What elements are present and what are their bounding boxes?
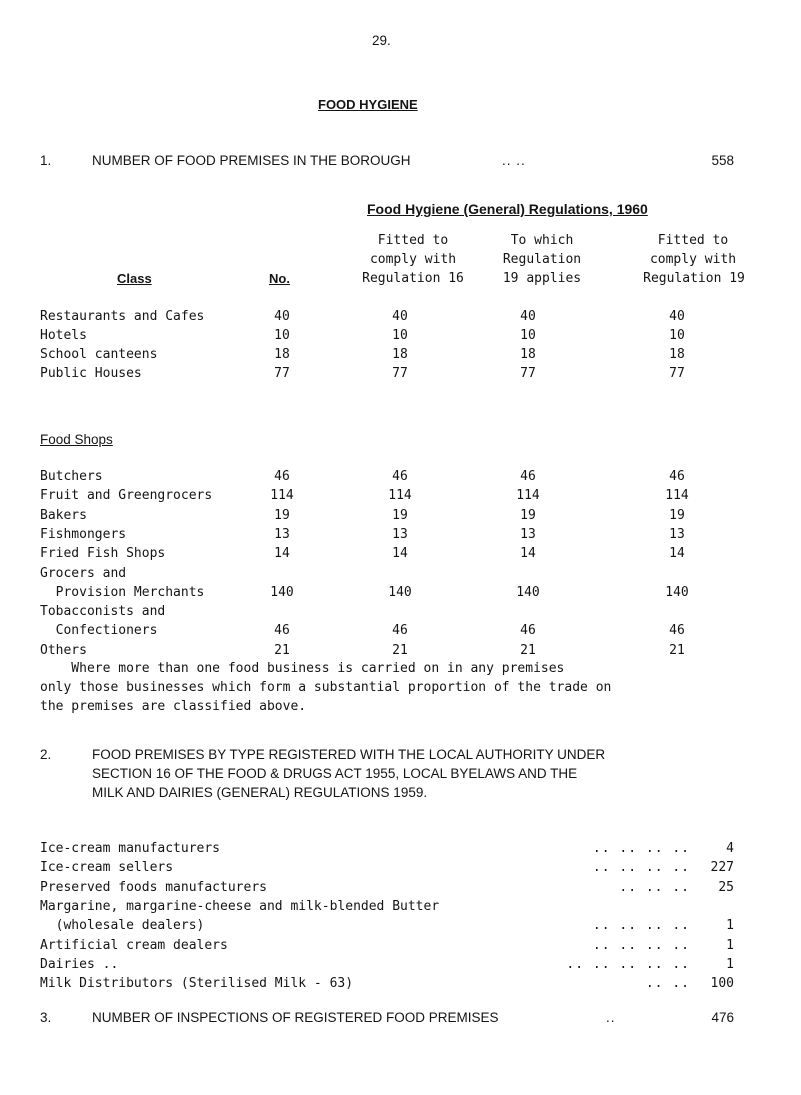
row-label: Tobacconists and (40, 604, 166, 620)
list-item (0, 918, 801, 938)
registered-label: Preserved foods manufacturers (40, 879, 267, 895)
row-reg19-applies: 13 (520, 526, 536, 542)
section3-number: 3. (40, 1010, 52, 1025)
table-row (0, 623, 801, 643)
registered-label: Dairies .. (40, 956, 119, 972)
list-item (0, 938, 801, 958)
table-row (0, 566, 801, 586)
row-reg19-applies: 10 (520, 328, 536, 343)
row-no: 40 (274, 309, 290, 324)
col2-header-line1: To which (510, 233, 574, 248)
row-reg19: 19 (669, 507, 685, 523)
list-item (0, 957, 801, 977)
row-no: 14 (274, 546, 290, 562)
section1-dots: .. .. (502, 153, 526, 168)
row-no: 77 (274, 366, 290, 381)
section3-title: NUMBER OF INSPECTIONS OF REGISTERED FOOD PREMISES (92, 1010, 499, 1025)
row-reg19-applies: 21 (520, 642, 536, 658)
registered-dots: .. .. .. .. .. (566, 956, 690, 972)
row-no: 18 (274, 347, 290, 362)
row-reg19-applies: 14 (520, 546, 536, 562)
registered-value: 25 (718, 879, 734, 895)
table-row (0, 527, 801, 547)
table-row (0, 488, 801, 508)
registered-dots: .. .. .. (619, 879, 690, 895)
note-line-3: the premises are classified above. (40, 699, 307, 714)
row-reg19-applies: 19 (520, 507, 536, 523)
registered-label: Margarine, margarine-cheese and milk-blended Butter (40, 898, 440, 914)
row-reg19: 18 (669, 347, 685, 362)
table-row (0, 585, 801, 605)
row-reg16: 114 (388, 488, 412, 504)
row-reg16: 21 (392, 642, 408, 658)
row-reg19-applies: 40 (520, 309, 536, 324)
list-item (0, 976, 801, 996)
row-reg16: 18 (392, 347, 408, 362)
row-label: School canteens (40, 347, 158, 362)
row-no: 13 (274, 526, 290, 542)
registered-value: 227 (710, 860, 734, 876)
table-row (0, 366, 801, 386)
table-row (0, 546, 801, 566)
class-header: Class (117, 271, 152, 286)
row-label: Fruit and Greengrocers (40, 488, 213, 504)
row-reg19-applies: 18 (520, 347, 536, 362)
row-reg19: 40 (669, 309, 685, 324)
row-reg19-applies: 46 (520, 623, 536, 639)
page-number: 29. (372, 33, 391, 48)
col3-header-line1: Fitted to (657, 233, 729, 248)
registered-value: 1 (726, 956, 734, 972)
row-reg16: 140 (388, 584, 412, 600)
row-reg16: 19 (392, 507, 408, 523)
row-reg16: 10 (392, 328, 408, 343)
row-no: 46 (274, 623, 290, 639)
row-label: Others (40, 642, 87, 658)
table-row (0, 328, 801, 348)
food-shops-title: Food Shops (40, 432, 113, 447)
table-row (0, 347, 801, 367)
section2-title-line1: FOOD PREMISES BY TYPE REGISTERED WITH THE LOCAL AUTHORITY UNDER (92, 747, 606, 762)
registered-label: Milk Distributors (Sterilised Milk - 63) (40, 976, 354, 992)
row-reg19: 46 (669, 623, 685, 639)
registered-dots: .. .. .. .. (592, 860, 690, 876)
registered-value: 1 (726, 937, 734, 953)
row-no: 10 (274, 328, 290, 343)
row-reg19: 140 (665, 584, 689, 600)
row-no: 140 (270, 584, 294, 600)
row-reg19-applies: 77 (520, 366, 536, 381)
list-item (0, 860, 801, 880)
row-label: Bakers (40, 507, 87, 523)
section2-title-line3: MILK AND DAIRIES (GENERAL) REGULATIONS 1959. (92, 785, 428, 800)
row-label: Hotels (40, 328, 87, 343)
row-label: Fried Fish Shops (40, 546, 166, 562)
row-reg19: 77 (669, 366, 685, 381)
table-row (0, 469, 801, 489)
col1-header-line2: comply with (369, 252, 457, 267)
table-row (0, 508, 801, 528)
list-item (0, 880, 801, 900)
row-label: Public Houses (40, 366, 142, 381)
registered-label: Ice-cream sellers (40, 860, 174, 876)
page-heading: FOOD HYGIENE (318, 97, 418, 112)
no-header: No. (269, 271, 290, 286)
row-reg19: 21 (669, 642, 685, 658)
row-reg19: 13 (669, 526, 685, 542)
col1-header-line1: Fitted to (377, 233, 449, 248)
row-reg16: 46 (392, 469, 408, 484)
table-row (0, 604, 801, 624)
col1-header-line3: Regulation 16 (362, 271, 464, 286)
col2-header-line3: 19 applies (502, 271, 582, 286)
row-reg19: 14 (669, 546, 685, 562)
registered-value: 1 (726, 918, 734, 934)
registered-dots: .. .. (645, 976, 690, 992)
note-line-2: only those businesses which form a substantial proportion of the trade on (40, 680, 612, 695)
section3-dots: .. (606, 1010, 616, 1025)
row-label: Grocers and (40, 565, 127, 581)
section3-value: 476 (711, 1010, 734, 1025)
col3-header-line2: comply with (649, 252, 737, 267)
registered-label: (wholesale dealers) (40, 918, 205, 934)
list-item (0, 899, 801, 919)
row-label: Provision Merchants (40, 584, 205, 600)
row-no: 21 (274, 642, 290, 658)
section1-value: 558 (711, 153, 734, 168)
registered-value: 4 (726, 841, 734, 856)
row-no: 46 (274, 469, 290, 484)
regulations-title: Food Hygiene (General) Regulations, 1960 (367, 201, 648, 217)
row-label: Butchers (40, 469, 103, 484)
row-reg19-applies: 46 (520, 469, 536, 484)
row-label: Confectioners (40, 623, 158, 639)
table-row (0, 643, 801, 663)
note-line-1: Where more than one food business is carried on in any premises (40, 661, 565, 676)
col2-header-line2: Regulation (502, 252, 582, 267)
row-reg16: 14 (392, 546, 408, 562)
row-reg16: 13 (392, 526, 408, 542)
row-reg16: 40 (392, 309, 408, 324)
registered-label: Artificial cream dealers (40, 937, 228, 953)
row-label: Fishmongers (40, 526, 127, 542)
section2-title-line2: SECTION 16 OF THE FOOD & DRUGS ACT 1955, LOCAL BYELAWS AND THE (92, 766, 578, 781)
row-label: Restaurants and Cafes (40, 309, 205, 324)
row-reg19: 10 (669, 328, 685, 343)
registered-value: 100 (710, 976, 734, 992)
row-reg19: 114 (665, 488, 689, 504)
row-reg19-applies: 140 (516, 584, 540, 600)
row-reg16: 77 (392, 366, 408, 381)
row-reg19-applies: 114 (516, 488, 540, 504)
registered-dots: .. .. .. .. (592, 918, 690, 934)
registered-dots: .. .. .. .. (592, 841, 690, 856)
registered-dots: .. .. .. .. (592, 937, 690, 953)
table-row (0, 309, 801, 329)
list-item (0, 841, 801, 861)
col3-header-line3: Regulation 19 (643, 271, 745, 286)
registered-label: Ice-cream manufacturers (40, 841, 221, 856)
section2-number: 2. (40, 747, 52, 762)
section1-number: 1. (40, 153, 52, 168)
row-no: 114 (270, 488, 294, 504)
row-reg19: 46 (669, 469, 685, 484)
section1-title: NUMBER OF FOOD PREMISES IN THE BOROUGH (92, 153, 411, 168)
row-reg16: 46 (392, 623, 408, 639)
row-no: 19 (274, 507, 290, 523)
